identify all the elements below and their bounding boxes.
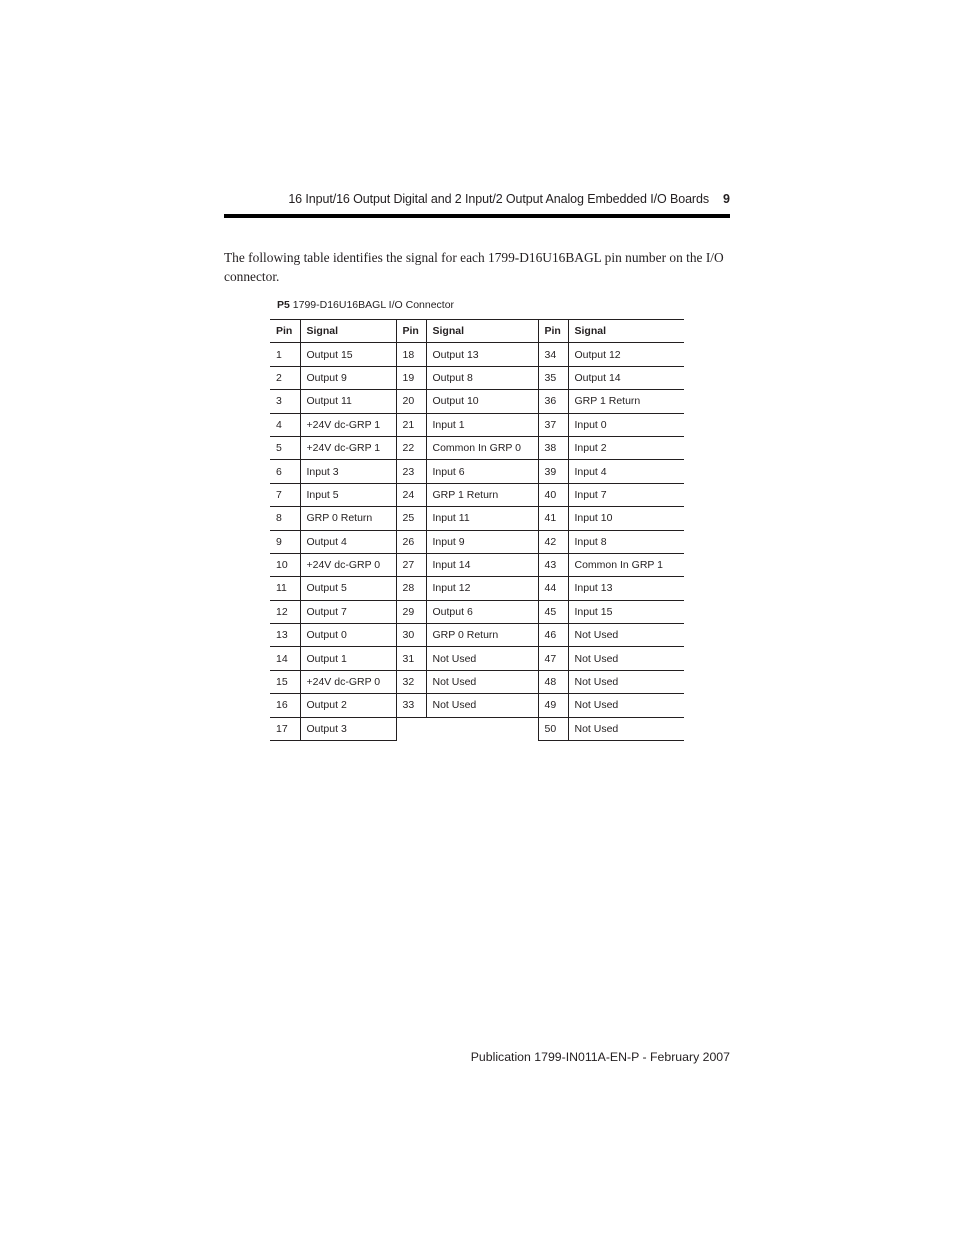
pin-cell: 19: [396, 366, 426, 389]
pin-cell: 20: [396, 390, 426, 413]
signal-cell: Input 4: [568, 460, 684, 483]
pin-cell: 29: [396, 600, 426, 623]
signal-cell: +24V dc-GRP 1: [300, 413, 396, 436]
pin-cell: 11: [270, 577, 300, 600]
signal-cell: Output 1: [300, 647, 396, 670]
pin-cell: 35: [538, 366, 568, 389]
pin-cell: [396, 717, 426, 740]
pin-cell: 47: [538, 647, 568, 670]
pin-cell: 3: [270, 390, 300, 413]
signal-cell: GRP 0 Return: [300, 507, 396, 530]
pin-cell: 1: [270, 343, 300, 366]
table-row: [270, 553, 684, 576]
pin-cell: 34: [538, 343, 568, 366]
pin-cell: 4: [270, 413, 300, 436]
table-row: [270, 483, 684, 506]
pin-cell: 41: [538, 507, 568, 530]
signal-cell: Output 4: [300, 530, 396, 553]
header-pin-1: Pin: [270, 320, 300, 343]
signal-cell: Input 7: [568, 483, 684, 506]
pin-signal-table: [270, 319, 684, 741]
table-row: [270, 600, 684, 623]
table-row: [270, 647, 684, 670]
pin-cell: 12: [270, 600, 300, 623]
pin-cell: 37: [538, 413, 568, 436]
pin-cell: 32: [396, 670, 426, 693]
signal-cell: Output 0: [300, 624, 396, 647]
signal-cell: +24V dc-GRP 0: [300, 553, 396, 576]
signal-cell: Output 12: [568, 343, 684, 366]
pin-cell: 14: [270, 647, 300, 670]
pin-cell: 10: [270, 553, 300, 576]
pin-cell: 50: [538, 717, 568, 740]
signal-cell: Not Used: [426, 647, 538, 670]
pin-cell: 5: [270, 436, 300, 459]
pin-cell: 21: [396, 413, 426, 436]
pin-cell: 13: [270, 624, 300, 647]
table-row: [270, 460, 684, 483]
signal-cell: Output 8: [426, 366, 538, 389]
pin-cell: 40: [538, 483, 568, 506]
signal-cell: Input 6: [426, 460, 538, 483]
intro-paragraph: The following table identifies the signal for each 1799-D16U16BAGL pin number on the I/O connector.: [224, 250, 724, 284]
pin-cell: 49: [538, 694, 568, 717]
pin-cell: 24: [396, 483, 426, 506]
pin-cell: 23: [396, 460, 426, 483]
table-row: [270, 670, 684, 693]
signal-cell: Input 0: [568, 413, 684, 436]
table-caption-label: P5: [277, 299, 290, 311]
table-row: [270, 413, 684, 436]
signal-cell: Output 11: [300, 390, 396, 413]
pin-cell: 42: [538, 530, 568, 553]
table-caption: [277, 299, 454, 311]
signal-cell: Not Used: [426, 670, 538, 693]
header-pin-3: Pin: [538, 320, 568, 343]
signal-cell: Output 2: [300, 694, 396, 717]
signal-cell: [426, 717, 538, 740]
table-row: [270, 343, 684, 366]
pin-cell: 28: [396, 577, 426, 600]
table-row: [270, 694, 684, 717]
signal-cell: Input 9: [426, 530, 538, 553]
signal-cell: Input 12: [426, 577, 538, 600]
signal-cell: Output 13: [426, 343, 538, 366]
pin-cell: 45: [538, 600, 568, 623]
signal-cell: Output 15: [300, 343, 396, 366]
header-pin-2: Pin: [396, 320, 426, 343]
pin-cell: 43: [538, 553, 568, 576]
pin-cell: 7: [270, 483, 300, 506]
pin-cell: 48: [538, 670, 568, 693]
signal-cell: Input 11: [426, 507, 538, 530]
signal-cell: Input 15: [568, 600, 684, 623]
table-row: [270, 717, 684, 740]
signal-cell: Input 10: [568, 507, 684, 530]
pin-cell: 39: [538, 460, 568, 483]
table-row: [270, 436, 684, 459]
signal-cell: GRP 1 Return: [426, 483, 538, 506]
table-row: [270, 366, 684, 389]
signal-cell: Not Used: [568, 647, 684, 670]
signal-cell: Input 2: [568, 436, 684, 459]
table-row: [270, 530, 684, 553]
signal-cell: +24V dc-GRP 1: [300, 436, 396, 459]
pin-cell: 8: [270, 507, 300, 530]
signal-cell: Output 14: [568, 366, 684, 389]
table-row: [270, 390, 684, 413]
publication-footer: Publication 1799-IN011A-EN-P - February 2007: [470, 1050, 730, 1064]
signal-cell: Input 5: [300, 483, 396, 506]
pin-cell: 17: [270, 717, 300, 740]
signal-cell: Input 14: [426, 553, 538, 576]
signal-cell: Not Used: [568, 670, 684, 693]
pin-cell: 44: [538, 577, 568, 600]
pin-cell: 15: [270, 670, 300, 693]
signal-cell: Input 1: [426, 413, 538, 436]
pin-cell: 30: [396, 624, 426, 647]
running-header: 16 Input/16 Output Digital and 2 Input/2 Output Analog Embedded I/O Boards: [288, 192, 709, 206]
signal-cell: +24V dc-GRP 0: [300, 670, 396, 693]
table-row: [270, 577, 684, 600]
pin-cell: 38: [538, 436, 568, 459]
signal-cell: GRP 1 Return: [568, 390, 684, 413]
signal-cell: Not Used: [568, 694, 684, 717]
signal-cell: Not Used: [568, 717, 684, 740]
header-signal-1: Signal: [300, 320, 396, 343]
pin-cell: 36: [538, 390, 568, 413]
signal-cell: Output 7: [300, 600, 396, 623]
pin-cell: 25: [396, 507, 426, 530]
pin-cell: 18: [396, 343, 426, 366]
pin-cell: 46: [538, 624, 568, 647]
pin-cell: 22: [396, 436, 426, 459]
signal-cell: Common In GRP 1: [568, 553, 684, 576]
pin-cell: 6: [270, 460, 300, 483]
pin-cell: 9: [270, 530, 300, 553]
signal-cell: Output 9: [300, 366, 396, 389]
table-row: [270, 507, 684, 530]
signal-cell: Output 3: [300, 717, 396, 740]
table-caption-text: 1799-D16U16BAGL I/O Connector: [292, 299, 455, 311]
signal-cell: Output 10: [426, 390, 538, 413]
signal-cell: Not Used: [568, 624, 684, 647]
page-number: 9: [723, 192, 730, 206]
table-header-row: [270, 320, 684, 343]
signal-cell: Output 6: [426, 600, 538, 623]
pin-cell: 16: [270, 694, 300, 717]
signal-cell: Input 3: [300, 460, 396, 483]
signal-cell: Input 8: [568, 530, 684, 553]
header-signal-3: Signal: [568, 320, 684, 343]
header-rule: [224, 214, 730, 218]
pin-cell: 31: [396, 647, 426, 670]
table-body: [270, 343, 684, 741]
pin-cell: 2: [270, 366, 300, 389]
signal-cell: Input 13: [568, 577, 684, 600]
pin-cell: 33: [396, 694, 426, 717]
signal-cell: Common In GRP 0: [426, 436, 538, 459]
signal-cell: Output 5: [300, 577, 396, 600]
table-row: [270, 624, 684, 647]
pin-cell: 27: [396, 553, 426, 576]
header-signal-2: Signal: [426, 320, 538, 343]
pin-cell: 26: [396, 530, 426, 553]
signal-cell: GRP 0 Return: [426, 624, 538, 647]
signal-cell: Not Used: [426, 694, 538, 717]
